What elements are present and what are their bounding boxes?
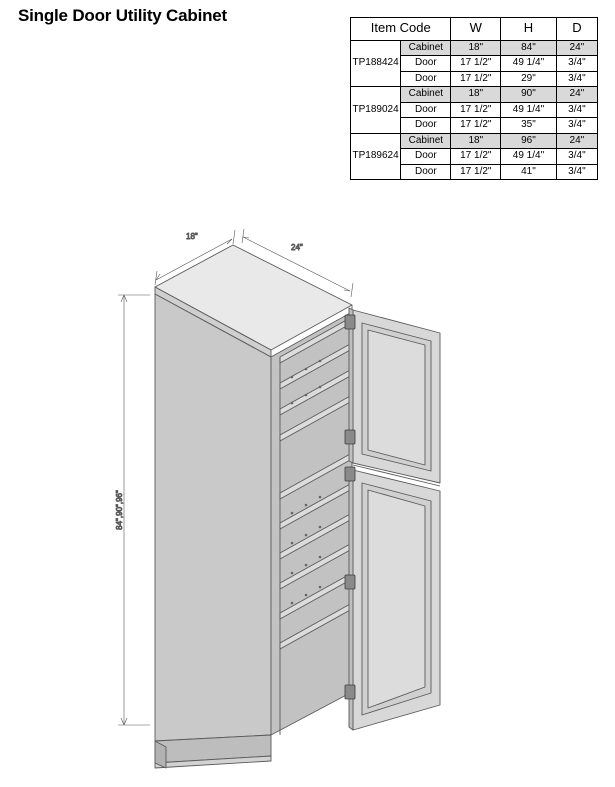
column-header-depth: D (556, 18, 597, 41)
cell-depth: 3/4" (556, 56, 597, 72)
cabinet-upper-door (349, 308, 440, 483)
cell-height: 96" (501, 133, 557, 149)
item-code-cell: TP189624 (351, 133, 401, 180)
cell-depth: 3/4" (556, 71, 597, 87)
table-row (351, 87, 598, 103)
cell-width: 17 1/2" (451, 149, 501, 165)
cell-width: 17 1/2" (451, 164, 501, 180)
cell-depth: 3/4" (556, 102, 597, 118)
row-type-cell: Door (401, 118, 451, 134)
table-row (351, 133, 598, 149)
spec-table-container (350, 17, 598, 180)
cell-height: 49 1/4" (501, 56, 557, 72)
cell-height: 49 1/4" (501, 149, 557, 165)
page-title: Single Door Utility Cabinet (18, 6, 228, 25)
cell-height: 29" (501, 71, 557, 87)
dimension-label-width: 18" (186, 232, 198, 241)
cell-width: 17 1/2" (451, 56, 501, 72)
cell-width: 18" (451, 40, 501, 56)
cell-width: 17 1/2" (451, 118, 501, 134)
table-row (351, 40, 598, 56)
cell-depth: 24" (556, 133, 597, 149)
cell-width: 18" (451, 133, 501, 149)
column-header-height: H (501, 18, 557, 41)
spec-table (350, 17, 598, 180)
cell-width: 17 1/2" (451, 102, 501, 118)
cabinet-isometric-drawing (0, 205, 615, 785)
table-header-row (351, 18, 598, 41)
cell-height: 35" (501, 118, 557, 134)
column-header-item-code: Item Code (351, 18, 451, 41)
cell-depth: 24" (556, 40, 597, 56)
cell-width: 18" (451, 87, 501, 103)
cell-height: 84" (501, 40, 557, 56)
item-code-cell: TP189024 (351, 87, 401, 134)
cabinet-lower-door (349, 468, 440, 730)
cell-depth: 3/4" (556, 118, 597, 134)
column-header-width: W (451, 18, 501, 41)
cell-depth: 3/4" (556, 149, 597, 165)
row-type-cell: Door (401, 56, 451, 72)
row-type-cell: Door (401, 71, 451, 87)
cell-height: 41" (501, 164, 557, 180)
dimension-label-height: 84",90",96" (115, 490, 124, 530)
row-type-cell: Cabinet (401, 133, 451, 149)
row-type-cell: Cabinet (401, 40, 451, 56)
row-type-cell: Cabinet (401, 87, 451, 103)
cell-height: 90" (501, 87, 557, 103)
row-type-cell: Door (401, 164, 451, 180)
cell-depth: 24" (556, 87, 597, 103)
item-code-cell: TP188424 (351, 40, 401, 87)
cell-depth: 3/4" (556, 164, 597, 180)
dimension-label-depth: 24" (291, 243, 303, 252)
cell-width: 17 1/2" (451, 71, 501, 87)
cell-height: 49 1/4" (501, 102, 557, 118)
row-type-cell: Door (401, 102, 451, 118)
row-type-cell: Door (401, 149, 451, 165)
